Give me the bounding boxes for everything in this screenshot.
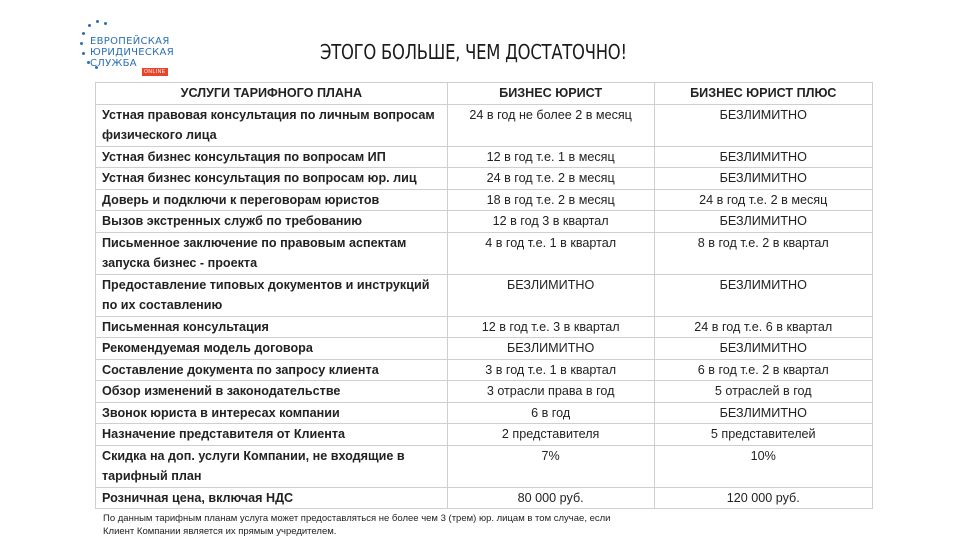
business-lawyer-plus-cell: 5 отраслей в год — [654, 381, 872, 403]
business-lawyer-plus-cell: БЕЗЛИМИТНО — [654, 338, 872, 360]
table-row — [96, 424, 873, 446]
business-lawyer-plus-cell: БЕЗЛИМИТНО — [654, 104, 872, 146]
service-cell: Звонок юриста в интересах компании — [96, 402, 448, 424]
business-lawyer-cell: 3 отрасли права в год — [447, 381, 654, 403]
logo-text: ЕВРОПЕЙСКАЯ ЮРИДИЧЕСКАЯ СЛУЖБА — [90, 36, 174, 69]
table-row — [96, 359, 873, 381]
service-cell: Назначение представителя от Клиента — [96, 424, 448, 446]
business-lawyer-cell: 24 в год не более 2 в месяц — [447, 104, 654, 146]
service-cell: Рекомендуемая модель договора — [96, 338, 448, 360]
service-cell: Вызов экстренных служб по требованию — [96, 211, 448, 233]
header-business-lawyer-plus: БИЗНЕС ЮРИСТ ПЛЮС — [654, 83, 872, 105]
tariff-table — [95, 82, 873, 509]
business-lawyer-plus-cell: 24 в год т.е. 6 в квартал — [654, 316, 872, 338]
business-lawyer-plus-cell: БЕЗЛИМИТНО — [654, 402, 872, 424]
service-cell: Розничная цена, включая НДС — [96, 487, 448, 509]
business-lawyer-plus-cell: 6 в год т.е. 2 в квартал — [654, 359, 872, 381]
service-cell: Письменная консультация — [96, 316, 448, 338]
business-lawyer-cell: 4 в год т.е. 1 в квартал — [447, 232, 654, 274]
business-lawyer-cell: 6 в год — [447, 402, 654, 424]
service-cell: Обзор изменений в законодательстве — [96, 381, 448, 403]
table-row — [96, 402, 873, 424]
table-header-row — [96, 83, 873, 105]
header-services: УСЛУГИ ТАРИФНОГО ПЛАНА — [96, 83, 448, 105]
table-row — [96, 232, 873, 274]
business-lawyer-plus-cell: 5 представителей — [654, 424, 872, 446]
table-row — [96, 381, 873, 403]
page-title: ЭТОГО БОЛЬШЕ, ЧЕМ ДОСТАТОЧНО! — [320, 40, 627, 64]
business-lawyer-cell: 18 в год т.е. 2 в месяц — [447, 189, 654, 211]
service-cell: Устная правовая консультация по личным вопросам физического лица — [96, 104, 448, 146]
business-lawyer-plus-cell: 120 000 руб. — [654, 487, 872, 509]
table-row — [96, 146, 873, 168]
service-cell: Письменное заключение по правовым аспектам запуска бизнес - проекта — [96, 232, 448, 274]
business-lawyer-cell: БЕЗЛИМИТНО — [447, 338, 654, 360]
table-row — [96, 316, 873, 338]
business-lawyer-plus-cell: БЕЗЛИМИТНО — [654, 146, 872, 168]
business-lawyer-cell: БЕЗЛИМИТНО — [447, 274, 654, 316]
table-row — [96, 445, 873, 487]
business-lawyer-plus-cell: 10% — [654, 445, 872, 487]
company-logo — [78, 18, 188, 78]
service-cell: Предоставление типовых документов и инструкций по их составлению — [96, 274, 448, 316]
table-row — [96, 487, 873, 509]
business-lawyer-cell: 12 в год т.е. 1 в месяц — [447, 146, 654, 168]
service-cell: Устная бизнес консультация по вопросам ИП — [96, 146, 448, 168]
table-row — [96, 168, 873, 190]
table-row — [96, 274, 873, 316]
business-lawyer-cell: 80 000 руб. — [447, 487, 654, 509]
service-cell: Устная бизнес консультация по вопросам юр. лиц — [96, 168, 448, 190]
business-lawyer-cell: 12 в год т.е. 3 в квартал — [447, 316, 654, 338]
service-cell: Доверь и подключи к переговорам юристов — [96, 189, 448, 211]
service-cell: Составление документа по запросу клиента — [96, 359, 448, 381]
service-cell: Скидка на доп. услуги Компании, не входящие в тарифный план — [96, 445, 448, 487]
business-lawyer-plus-cell: БЕЗЛИМИТНО — [654, 168, 872, 190]
header-business-lawyer: БИЗНЕС ЮРИСТ — [447, 83, 654, 105]
table-row — [96, 338, 873, 360]
business-lawyer-plus-cell: БЕЗЛИМИТНО — [654, 274, 872, 316]
business-lawyer-plus-cell: БЕЗЛИМИТНО — [654, 211, 872, 233]
business-lawyer-plus-cell: 8 в год т.е. 2 в квартал — [654, 232, 872, 274]
table-row — [96, 211, 873, 233]
business-lawyer-plus-cell: 24 в год т.е. 2 в месяц — [654, 189, 872, 211]
business-lawyer-cell: 3 в год т.е. 1 в квартал — [447, 359, 654, 381]
business-lawyer-cell: 7% — [447, 445, 654, 487]
logo-tag: ONLINE — [144, 69, 166, 75]
footnote: По данным тарифным планам услуга может предоставляться не более чем 3 (трем) юр. лицам в том случае, если Клиент Компании является их прямым учредителем. — [103, 513, 611, 537]
business-lawyer-cell: 12 в год 3 в квартал — [447, 211, 654, 233]
business-lawyer-cell: 2 представителя — [447, 424, 654, 446]
business-lawyer-cell: 24 в год т.е. 2 в месяц — [447, 168, 654, 190]
table-row — [96, 104, 873, 146]
table-row — [96, 189, 873, 211]
